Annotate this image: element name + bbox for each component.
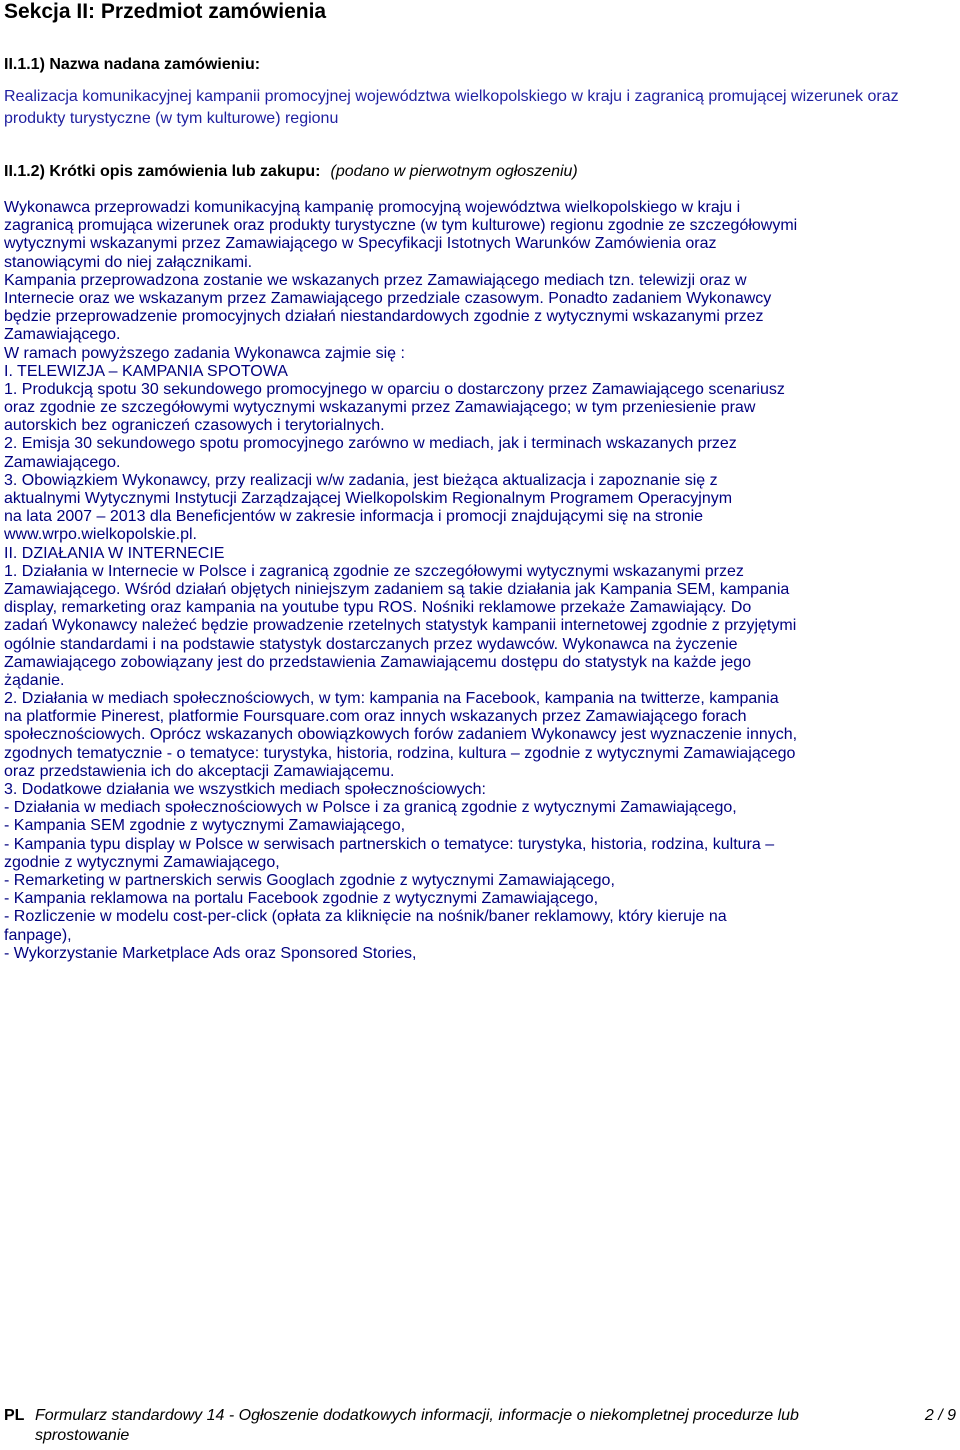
description-line: display, remarketing oraz kampania na youtube typu ROS. Nośniki reklamowe przekaże Zamawiający. Do (4, 599, 752, 617)
description-line: stanowiącymi do niej załącznikami. (4, 253, 253, 271)
description-line: 2. Emisja 30 sekundowego spotu promocyjnego zarówno w mediach, jak i terminach wskazanych przez (4, 435, 737, 453)
description-line: zadań Wykonawcy należeć będzie prowadzenie rzetelnych statystyk kampanii internetowej zgodnie z przyjętymi (4, 617, 797, 635)
description-line: zgodnie z wytycznymi Zamawiającego, (4, 853, 280, 871)
description-line: żądanie. (4, 671, 65, 689)
description-line: - Rozliczenie w modelu cost-per-click (opłata za kliknięcie na nośnik/baner reklamowy, który kieruje na (4, 908, 727, 926)
description-line: 1. Działania w Internecie w Polsce i zagranicą zgodnie ze szczegółowymi wytycznymi wskazanymi przez (4, 562, 744, 580)
field-label-description-text: II.1.2) Krótki opis zamówienia lub zakupu: (4, 163, 321, 180)
description-line: na platformie Pinerest, platformie Foursquare.com oraz innych wskazanych przez Zamawiającego forach (4, 708, 747, 726)
description-line: II. DZIAŁANIA W INTERNECIE (4, 544, 225, 562)
field-label-description-note: (podano w pierwotnym ogłoszeniu) (330, 163, 578, 180)
description-line: aktualnymi Wytycznymi Instytucji Zarządzającej Wielkopolskim Regionalnym Programem Operacyjnym (4, 490, 733, 507)
footer-form-name: Formularz standardowy 14 - Ogłoszenie dodatkowych informacji, informacje o niekompletnej procedurze lub sprostowanie (35, 1407, 799, 1444)
field-label-name: II.1.1) Nazwa nadana zamówieniu: (4, 56, 261, 73)
description-line: 3. Obowiązkiem Wykonawcy, przy realizacji w/w zadania, jest bieżąca aktualizacja i zapoznanie się z (4, 471, 718, 489)
description-line: - Kampania reklamowa na portalu Facebook zgodnie z wytycznymi Zamawiającego, (4, 890, 599, 908)
description-line: - Wykorzystanie Marketplace Ads oraz Sponsored Stories, (4, 944, 417, 962)
description-line: Kampania przeprowadzona zostanie we wskazanych przez Zamawiającego mediach tzn. telewizji oraz w (4, 271, 747, 289)
description-line: fanpage), (4, 926, 72, 944)
description-line: na lata 2007 – 2013 dla Beneficjentów w zakresie informacja i promocji znajdującymi się na stronie (4, 508, 704, 526)
description-line: 2. Działania w mediach społecznościowych, w tym: kampania na Facebook, kampania na twitterze, kampania (4, 690, 779, 708)
description-line: Zamawiającego. (4, 326, 121, 344)
description-line: autorskich bez ograniczeń czasowych i terytorialnych. (4, 417, 385, 435)
description-line: zgodnych tematycznie - o tematyce: turystyka, historia, rodzina, kultura – zgodnie z wytycznymi Zamawiającego (4, 744, 796, 762)
description-line: W ramach powyższego zadania Wykonawca zajmie się : (4, 344, 405, 362)
description-line: Zamawiającego. Wśród działań objętych niniejszym zadaniem są takie działania jak Kampania SEM, kampania (4, 580, 790, 598)
description-line: - Kampania SEM zgodnie z wytycznymi Zamawiającego, (4, 817, 406, 835)
description-line: wytycznymi wskazanymi przez Zamawiającego w Specyfikacji Istotnych Warunków Zamówienia oraz (4, 235, 717, 253)
description-text-block (4, 199, 959, 963)
description-line: społecznościowych. Oprócz wskazanych obowiązkowych forów zadaniem Wykonawcy jest wyznaczenie innych, (4, 726, 798, 744)
section-title: Sekcja II: Przedmiot zamówienia (4, 0, 327, 23)
description-line: 1. Produkcją spotu 30 sekundowego promocyjnego w oparciu o dostarczony przez Zamawiającego scenariusz (4, 380, 785, 398)
description-line: 3. Dodatkowe działania we wszystkich mediach społecznościowych: (4, 781, 486, 798)
description-line: - Działania w mediach społecznościowych w Polsce i za granicą zgodnie z wytycznymi Zamawiającego, (4, 799, 737, 817)
description-line: ogólnie standardami i na podstawie statystyk dostarczanych przez wydawców. Wykonawca na życzenie (4, 635, 738, 653)
description-line: Zamawiającego zobowiązany jest do przedstawienia Zamawiającemu dostępu do statystyk na każde jego (4, 653, 752, 671)
description-line: oraz zgodnie ze szczegółowymi wytycznymi wskazanymi przez Zamawiającego; w tym przeniesienie praw (4, 399, 756, 417)
description-line: - Kampania typu display w Polsce w serwisach partnerskich o tematyce: turystyka, historia, rodzina, kultura – (4, 835, 775, 853)
description-line: będzie przeprowadzenie promocyjnych działań niestandardowych zgodnie z wytycznymi wskazanymi przez (4, 308, 764, 326)
description-line: Internecie oraz we wskazanym przez Zamawiającego przedziale czasowym. Ponadto zadaniem Wykonawcy (4, 289, 772, 307)
footer-page-number: 2 / 9 (924, 1407, 956, 1424)
field-label-description (4, 162, 578, 182)
description-line: zagranicą promująca wizerunek oraz produkty turystyczne (w tym kulturowe) regionu zgodnie ze szczegółowymi (4, 217, 798, 235)
description-line: Zamawiającego. (4, 453, 121, 471)
field-value-name: Realizacja komunikacyjnej kampanii promocyjnej województwa wielkopolskiego w kraju i zagranicą promującej wizerunek oraz produkty turystyczne (w tym kulturowe) regionu (4, 88, 899, 127)
footer-language-code: PL (4, 1407, 25, 1424)
description-line: - Remarketing w partnerskich serwis Googlach zgodnie z wytycznymi Zamawiającego, (4, 871, 615, 889)
description-line: I. TELEWIZJA – KAMPANIA SPOTOWA (4, 362, 288, 380)
description-line: www.wrpo.wielkopolskie.pl. (4, 526, 197, 544)
description-line: Wykonawca przeprowadzi komunikacyjną kampanię promocyjną województwa wielkopolskiego w kraju i (4, 199, 741, 216)
description-line: oraz przedstawienia ich do akceptacji Zamawiającemu. (4, 762, 395, 780)
